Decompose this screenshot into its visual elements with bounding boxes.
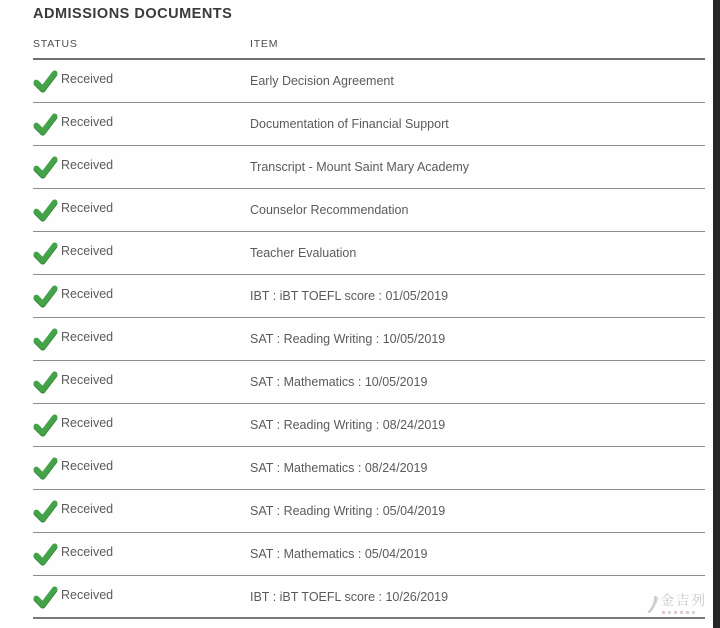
check-icon [33, 156, 58, 178]
status-label: Received [61, 545, 114, 559]
item-label: SAT : Reading Writing : 05/04/2019 [250, 504, 446, 518]
check-icon [33, 328, 58, 350]
check-icon [33, 500, 58, 522]
item-label: Counselor Recommendation [250, 203, 409, 217]
page-title: ADMISSIONS DOCUMENTS [33, 6, 233, 22]
table-row [33, 490, 705, 533]
status-label: Received [61, 459, 114, 473]
right-edge-border [713, 0, 720, 628]
item-label: Documentation of Financial Support [250, 117, 449, 131]
item-label: Early Decision Agreement [250, 74, 394, 88]
status-cell [33, 371, 250, 393]
check-icon [33, 414, 58, 436]
status-cell [33, 242, 250, 264]
table-header-row [33, 22, 705, 60]
check-icon [33, 242, 58, 264]
watermark-text: 金吉列 [660, 593, 707, 608]
status-cell [33, 586, 250, 608]
status-cell [33, 543, 250, 565]
item-label: SAT : Mathematics : 08/24/2019 [250, 461, 428, 475]
table-row [33, 404, 705, 447]
check-icon [33, 371, 58, 393]
status-cell [33, 113, 250, 135]
watermark [647, 593, 708, 619]
status-label: Received [61, 502, 114, 516]
item-label: SAT : Reading Writing : 10/05/2019 [250, 332, 446, 346]
documents-table-body [33, 60, 705, 619]
status-cell [33, 414, 250, 436]
item-label: SAT : Mathematics : 05/04/2019 [250, 547, 428, 561]
table-row [33, 576, 705, 619]
status-cell [33, 156, 250, 178]
watermark-logo-icon [647, 595, 660, 619]
column-header-item: ITEM [250, 38, 279, 50]
status-label: Received [61, 158, 114, 172]
item-label: SAT : Reading Writing : 08/24/2019 [250, 418, 446, 432]
check-icon [33, 113, 58, 135]
status-label: Received [61, 287, 114, 301]
status-label: Received [61, 72, 114, 86]
status-label: Received [61, 373, 114, 387]
check-icon [33, 543, 58, 565]
check-icon [33, 457, 58, 479]
table-row [33, 146, 705, 189]
status-cell [33, 457, 250, 479]
status-cell [33, 285, 250, 307]
status-label: Received [61, 587, 114, 602]
status-label: Received [61, 416, 114, 430]
item-label: Teacher Evaluation [250, 246, 357, 260]
item-label: SAT : Mathematics : 10/05/2019 [250, 375, 428, 389]
check-icon [33, 199, 58, 221]
check-icon [33, 285, 58, 307]
item-label: IBT : iBT TOEFL score : 10/26/2019 [250, 589, 449, 604]
check-icon [33, 70, 58, 92]
status-cell [33, 500, 250, 522]
item-label: IBT : iBT TOEFL score : 01/05/2019 [250, 289, 449, 303]
status-label: Received [61, 201, 114, 215]
status-cell [33, 199, 250, 221]
table-row [33, 361, 705, 404]
status-cell [33, 70, 250, 92]
item-label: Transcript - Mount Saint Mary Academy [250, 160, 470, 174]
column-header-status: STATUS [33, 38, 78, 50]
watermark-subtext-dots [661, 611, 708, 614]
table-row [33, 232, 705, 275]
table-row [33, 60, 705, 103]
table-row [33, 275, 705, 318]
table-row [33, 318, 705, 361]
status-label: Received [61, 244, 114, 258]
table-row [33, 447, 705, 490]
table-row [33, 533, 705, 576]
status-label: Received [61, 115, 114, 129]
table-row [33, 103, 705, 146]
status-label: Received [61, 330, 114, 344]
table-row [33, 189, 705, 232]
check-icon [33, 586, 58, 608]
status-cell [33, 328, 250, 350]
